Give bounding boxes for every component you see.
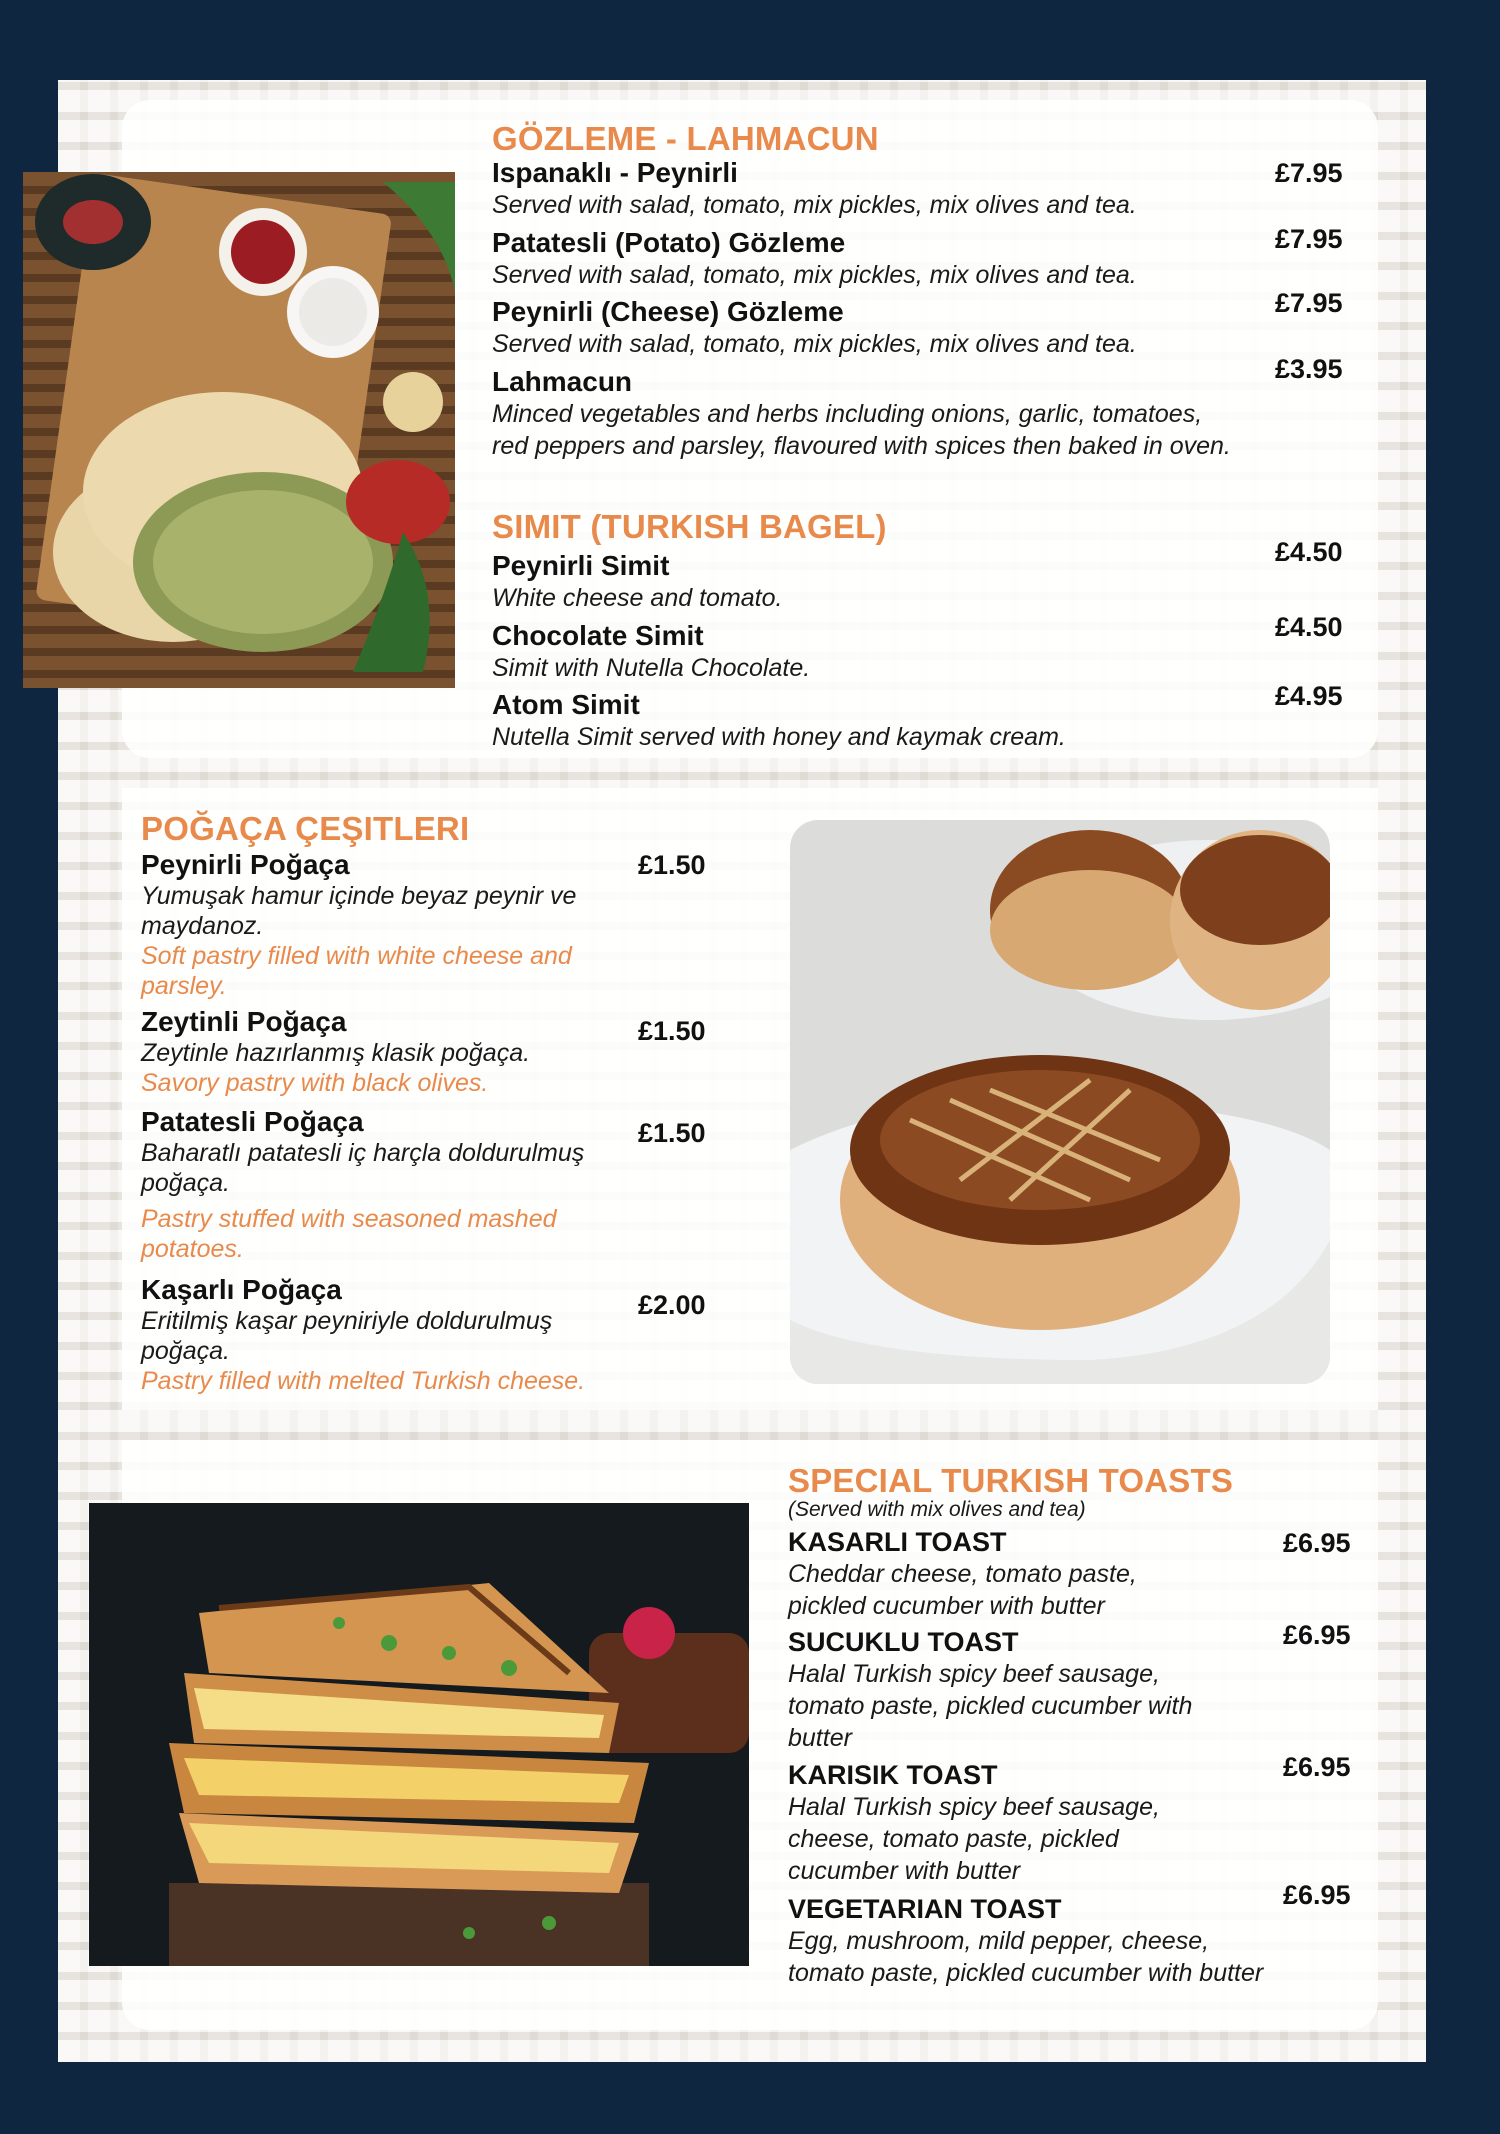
menu-item (141, 1274, 661, 1396)
menu-item (492, 550, 1252, 614)
item-description: White cheese and tomato. (492, 584, 783, 612)
toast-sandwich-photo (89, 1503, 749, 1966)
item-name: Zeytinli Poğaça (141, 1006, 347, 1037)
item-description: Served with salad, tomato, mix pickles, mix olives and tea. (492, 261, 1137, 289)
menu-item (788, 1526, 1268, 1622)
item-description: Served with salad, tomato, mix pickles, mix olives and tea. (492, 330, 1137, 358)
menu-item (492, 689, 1252, 753)
item-description: Egg, mushroom, mild pepper, cheese, tomato paste, pickled cucumber with butter (788, 1927, 1264, 1987)
item-price: £6.95 (1283, 1620, 1351, 1650)
menu-item (492, 366, 1252, 462)
item-name: Ispanaklı - Peynirli (492, 157, 738, 188)
item-name: SUCUKLU TOAST (788, 1627, 1019, 1657)
item-description-tr: Eritilmiş kaşar peyniriyle doldurulmuş poğaça. (141, 1307, 553, 1365)
item-description-tr: Zeytinle hazırlanmış klasik poğaça. (141, 1039, 531, 1067)
item-name: KASARLI TOAST (788, 1527, 1007, 1557)
section-title-pogaca: POĞAÇA ÇEŞITLERI (141, 810, 470, 847)
item-description: Cheddar cheese, tomato paste, pickled cucumber with butter (788, 1560, 1137, 1620)
menu-item (492, 157, 1252, 221)
section-title-gozleme: GÖZLEME - LAHMACUN (492, 120, 879, 157)
item-price: £7.95 (1275, 224, 1343, 254)
menu-item (492, 296, 1252, 360)
item-price: £1.50 (638, 1118, 706, 1148)
gozleme-platter-photo (23, 172, 455, 688)
item-description-tr: Baharatlı patatesli iç harçla doldurulmuş poğaça. (141, 1139, 585, 1197)
item-name: Lahmacun (492, 366, 633, 397)
item-description-en: Soft pastry filled with white cheese and parsley. (141, 942, 572, 1000)
item-description-en: Pastry stuffed with seasoned mashed potatoes. (141, 1205, 557, 1263)
menu-item (492, 227, 1252, 291)
section-title-toasts: SPECIAL TURKISH TOASTS (788, 1462, 1234, 1499)
item-price: £6.95 (1283, 1752, 1351, 1782)
item-price: £7.95 (1275, 158, 1343, 188)
item-name: Chocolate Simit (492, 620, 704, 651)
section-title-simit: SIMIT (TURKISH BAGEL) (492, 508, 887, 545)
item-price: £1.50 (638, 1016, 706, 1046)
item-price: £6.95 (1283, 1528, 1351, 1558)
item-name: Atom Simit (492, 689, 640, 720)
item-description: Halal Turkish spicy beef sausage, cheese, tomato paste, pickled cucumber with butter (788, 1793, 1160, 1885)
item-name: Kaşarlı Poğaça (141, 1274, 342, 1305)
item-price: £4.50 (1275, 612, 1343, 642)
item-description-en: Savory pastry with black olives. (141, 1069, 489, 1097)
item-description-en: Pastry filled with melted Turkish cheese. (141, 1367, 586, 1395)
menu-item (141, 1106, 661, 1264)
item-name: Patatesli (Potato) Gözleme (492, 227, 846, 258)
item-description: Minced vegetables and herbs including onions, garlic, tomatoes, red peppers and parsley, flavoured with spices then baked in oven. (492, 400, 1231, 460)
menu-item (141, 1006, 661, 1098)
section-subtitle-toasts: (Served with mix olives and tea) (788, 1498, 1086, 1521)
item-name: VEGETARIAN TOAST (788, 1894, 1062, 1924)
item-price: £7.95 (1275, 288, 1343, 318)
menu-item (788, 1759, 1268, 1887)
menu-item (788, 1626, 1268, 1754)
item-name: Patatesli Poğaça (141, 1106, 364, 1137)
item-price: £4.50 (1275, 537, 1343, 567)
menu-item (788, 1893, 1268, 1989)
item-name: Peynirli Poğaça (141, 849, 350, 880)
item-price: £4.95 (1275, 681, 1343, 711)
pogaca-pastry-photo (790, 820, 1330, 1384)
item-name: Peynirli (Cheese) Gözleme (492, 296, 844, 327)
item-name: KARISIK TOAST (788, 1760, 998, 1790)
item-description: Nutella Simit served with honey and kaymak cream. (492, 723, 1066, 751)
item-description: Halal Turkish spicy beef sausage, tomato paste, pickled cucumber with butter (788, 1660, 1193, 1752)
item-name: Peynirli Simit (492, 550, 670, 581)
item-description-tr: Yumuşak hamur içinde beyaz peynir ve maydanoz. (141, 882, 577, 940)
item-description: Simit with Nutella Chocolate. (492, 654, 811, 682)
item-description: Served with salad, tomato, mix pickles, mix olives and tea. (492, 191, 1137, 219)
menu-item (141, 849, 641, 1001)
item-price: £1.50 (638, 850, 706, 880)
item-price: £3.95 (1275, 354, 1343, 384)
menu-item (492, 620, 1252, 684)
item-price: £6.95 (1283, 1880, 1351, 1910)
item-price: £2.00 (638, 1290, 706, 1320)
